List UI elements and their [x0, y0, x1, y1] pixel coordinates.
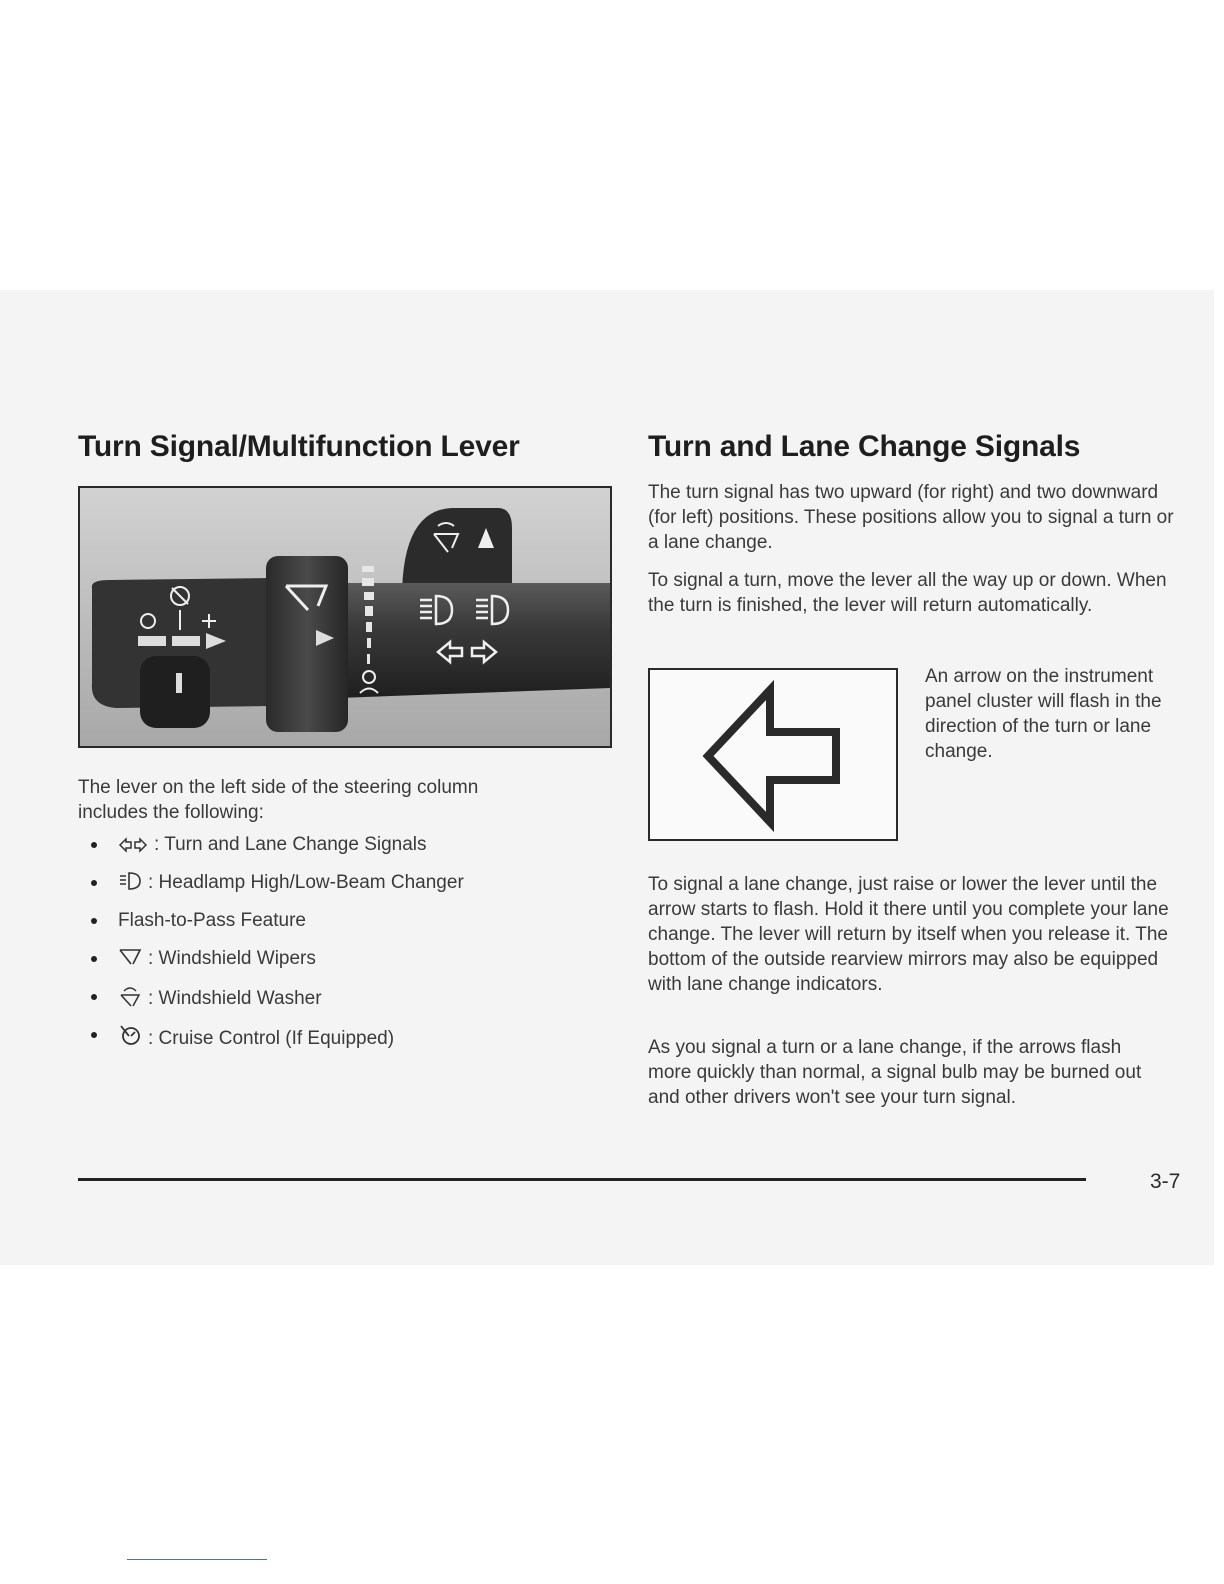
bullet	[91, 956, 97, 962]
list-item	[78, 871, 558, 909]
turn-signal-paragraph-1: The turn signal has two upward (for right) and two downward (for left) positions. These positions allow you to signal a turn or a lane change.	[648, 482, 1174, 553]
list-item	[78, 909, 558, 947]
lever-intro-text: The lever on the left side of the steering column includes the following:	[78, 777, 479, 823]
bullet	[91, 918, 97, 924]
bullet	[91, 880, 97, 886]
lever-feature-list	[78, 833, 558, 1061]
feature-headlamp-changer: : Headlamp High/Low-Beam Changer	[148, 872, 464, 893]
list-item	[78, 833, 558, 871]
headlamp-beam-icon	[118, 871, 142, 898]
left-turn-arrow-icon	[650, 670, 896, 839]
feature-windshield-washer: : Windshield Washer	[148, 988, 322, 1009]
windshield-wiper-icon	[118, 947, 142, 974]
multifunction-lever-photo	[78, 486, 612, 748]
windshield-washer-icon	[118, 985, 142, 1014]
feature-cruise-control: : Cruise Control (If Equipped)	[148, 1028, 395, 1049]
bullet	[91, 994, 97, 1000]
turn-signal-paragraph-2: To signal a turn, move the lever all the way up or down. When the turn is finished, the lever will return automatically.	[648, 570, 1167, 616]
bullet	[91, 842, 97, 848]
cruise-control-icon	[118, 1023, 142, 1054]
feature-turn-signals: : Turn and Lane Change Signals	[154, 834, 427, 855]
turn-signal-arrows-icon	[118, 836, 148, 860]
list-item	[78, 985, 558, 1023]
footer-rule	[78, 1178, 1086, 1181]
page-number: 3-7	[1150, 1170, 1181, 1193]
section-heading-multifunction-lever: Turn Signal/Multifunction Lever	[78, 430, 520, 463]
arrow-caption: An arrow on the instrument panel cluster will flash in the direction of the turn or lane change.	[925, 666, 1162, 762]
bullet	[91, 1032, 97, 1038]
list-item	[78, 1023, 558, 1061]
section-heading-turn-signals: Turn and Lane Change Signals	[648, 430, 1081, 463]
feature-flash-to-pass: Flash-to-Pass Feature	[118, 910, 306, 931]
turn-arrow-figure	[648, 668, 898, 841]
feature-windshield-wipers: : Windshield Wipers	[148, 948, 316, 969]
link-underline	[127, 1559, 267, 1560]
manual-page	[0, 290, 1214, 1265]
list-item	[78, 947, 558, 985]
turn-signal-paragraph-4: As you signal a turn or a lane change, if the arrows flash more quickly than normal, a signal bulb may be burned out and other drivers won't see your turn signal.	[648, 1037, 1142, 1108]
turn-signal-paragraph-3: To signal a lane change, just raise or lower the lever until the arrow starts to flash. Hold it there until you complete your lane change. The lever will return by itself when you release it. The bottom of the outside rearview mirrors may also be equipped with lane change indicators.	[648, 874, 1169, 995]
lever-illustration	[80, 488, 610, 746]
